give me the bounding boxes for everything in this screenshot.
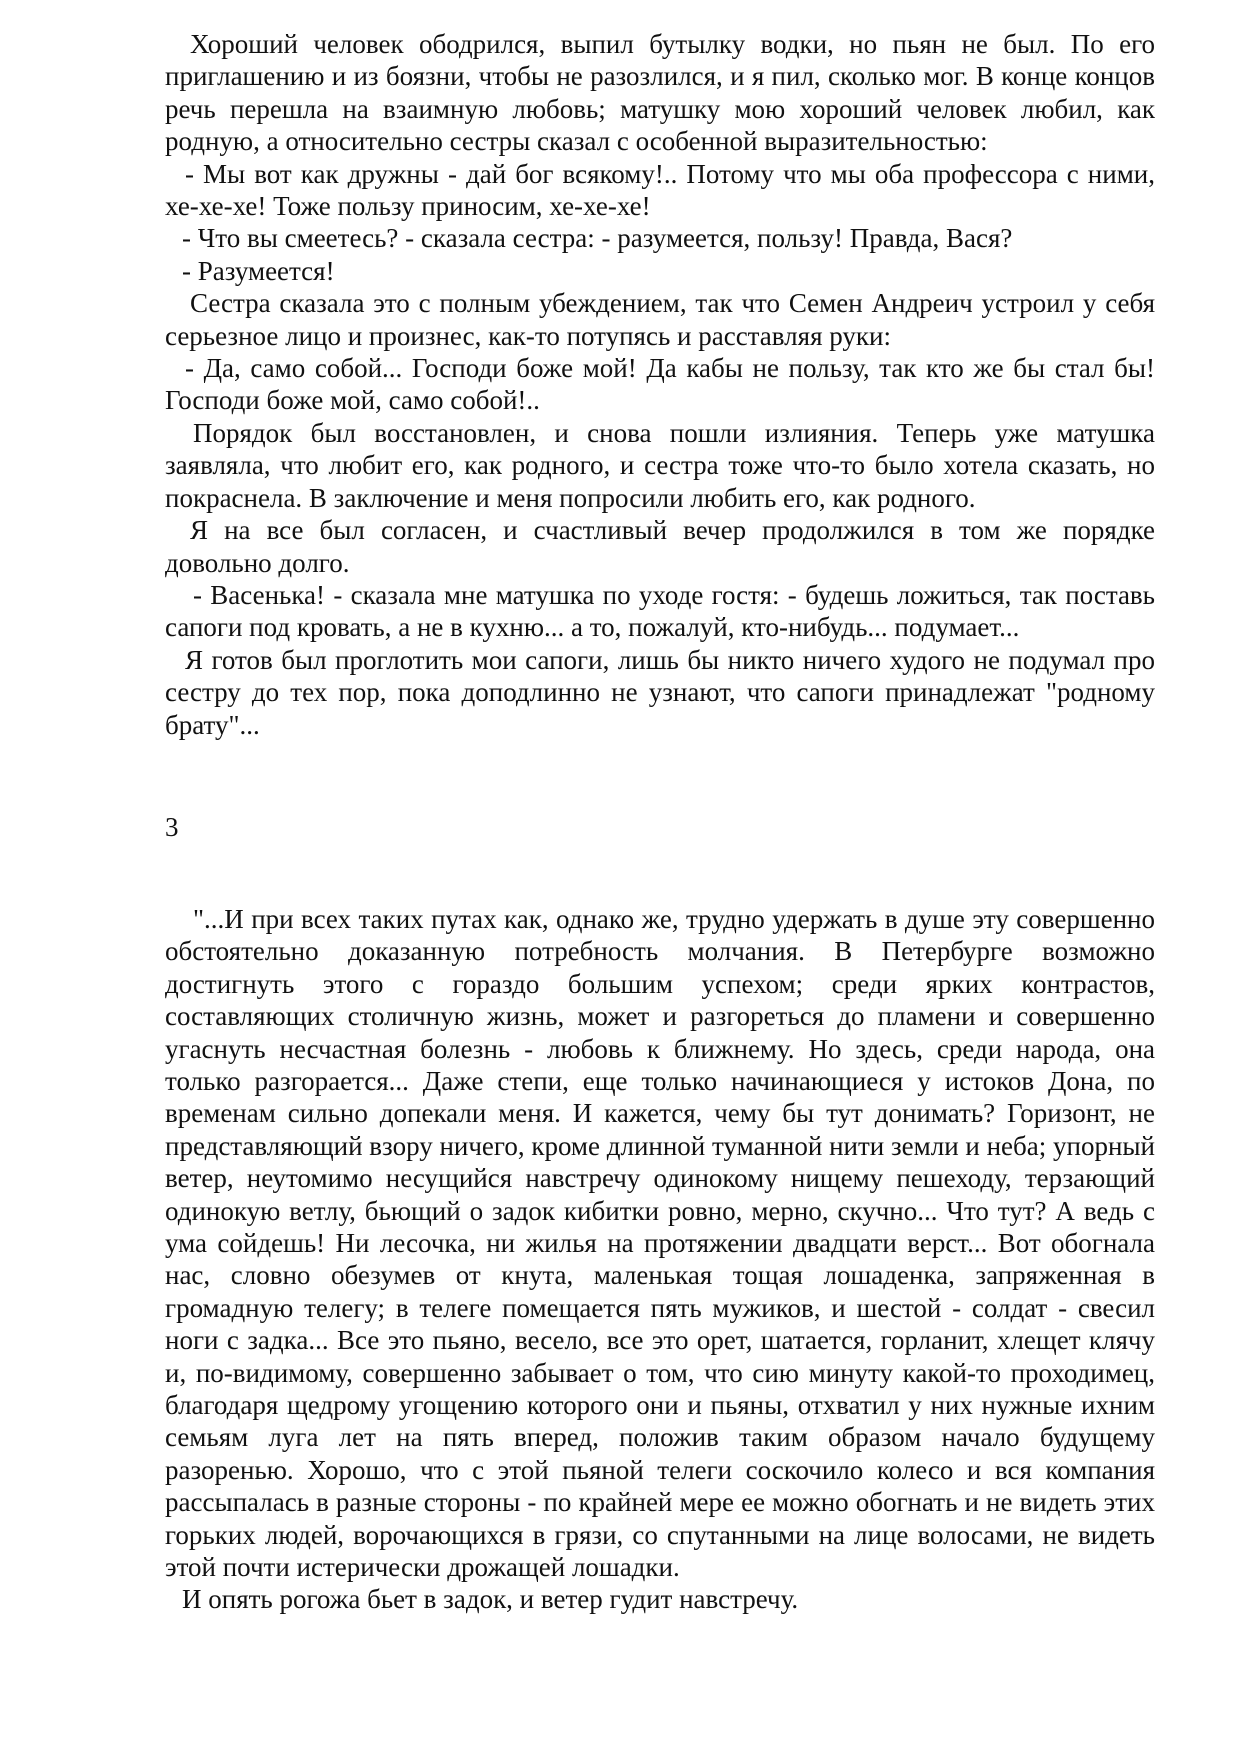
paragraph: Сестра сказала это с полным убеждением, так что Семен Андреич устроил у себя серьезное лицо и произнес, как-то потупясь и расставляя руки: [165,288,1155,351]
paragraph: "...И при всех таких путах как, однако же, трудно удержать в душе эту совершенно обстоятельно доказанную потребность молчания. В Петербурге возможно достигнуть этого с гораздо большим успехом; среди ярких контрастов, составляющих столичную жизнь, может и разгореться до пламени и совершенно угаснуть несчастная болезнь - любовь к ближнему. Но здесь, среди народа, она только разгорается... Даже степи, еще только начинающиеся у истоков Дона, по временам сильно допекали меня. И кажется, чему бы тут донимать? Горизонт, не представляющий взору ничего, кроме длинной туманной нити земли и неба; упорный ветер, неутомимо несущийся навстречу одинокому нищему пешеходу, терзающий одинокую ветлу, бьющий о задок кибитки ровно, мерно, скучно... Что тут? А ведь с ума сойдешь! Ни лесочка, ни жилья на протяжении двадцати верст... Вот обогнала нас, словно обезумев от кнута, маленькая тощая лошаденка, запряженная в громадную телегу; в телеге помещается пять мужиков, и шестой - солдат - свесил ноги с задка... Все это пьяно, весело, все это орет, шатается, горланит, хлещет клячу и, по-видимому, совершенно забывает о том, что сию минуту какой-то проходимец, благодаря щедрому угощению которого они и пьяны, отхватил у них нужные ихним семьям луга лет на пять вперед, положив таким образом начало будущему разоренью. Хорошо, что с этой пьяной телеги соскочило колесо и вся компания рассыпалась в разные стороны - по крайней мере ее можно обогнать и не видеть этих горьких людей, ворочающихся в грязи, со спутанными на лице волосами, не видеть этой почти истерически дрожащей лошадки. [165,903,1155,1583]
document-page [165,28,1155,1616]
chapter-break [165,741,1155,903]
dialogue-line: - Васенька! - сказала мне матушка по уходе гостя: - будешь ложиться, так поставь сапоги под кровать, а не в кухню... а то, пожалуй, кто-нибудь... подумает... [165,579,1155,643]
chapter-number: 3 [165,811,179,842]
paragraph: И опять рогожа бьет в задок, и ветер гудит навстречу. [182,1584,799,1615]
dialogue-line: - Разумеется! [182,255,335,286]
paragraph: Порядок был восстановлен, и снова пошли излияния. Теперь уже матушка заявляла, что любит его, как родного, и сестра тоже что-то было хотела сказать, но покраснела. В заключение и меня попросили любить его, как родного. [165,417,1155,513]
paragraph: Я готов был проглотить мои сапоги, лишь бы никто ничего худого не подумал про сестру до тех пор, пока доподлинно не узнают, что сапоги принадлежат "родному брату"... [165,644,1155,740]
dialogue-line: - Мы вот как дружны - дай бог всякому!.. Потому что мы оба профессора с ними, хе-хе-хе! Тоже пользу приносим, хе-хе-хе! [165,158,1155,222]
dialogue-line: - Да, само собой... Господи боже мой! Да кабы не пользу, так кто же бы стал бы! Господи боже мой, само собой!.. [165,353,1155,416]
paragraph: Я на все был согласен, и счастливый вечер продолжился в том же порядке довольно долго. [165,515,1155,578]
paragraph: Хороший человек ободрился, выпил бутылку водки, но пьян не был. По его приглашению и из боязни, чтобы не разозлился, и я пил, сколько мог. В конце концов речь перешла на взаимную любовь; матушку мою хороший человек любил, как родную, а относительно сестры сказал с особенной выразительностью: [165,29,1155,157]
dialogue-line: - Что вы смеетесь? - сказала сестра: - разумеется, пользу! Правда, Вася? [182,223,1013,254]
